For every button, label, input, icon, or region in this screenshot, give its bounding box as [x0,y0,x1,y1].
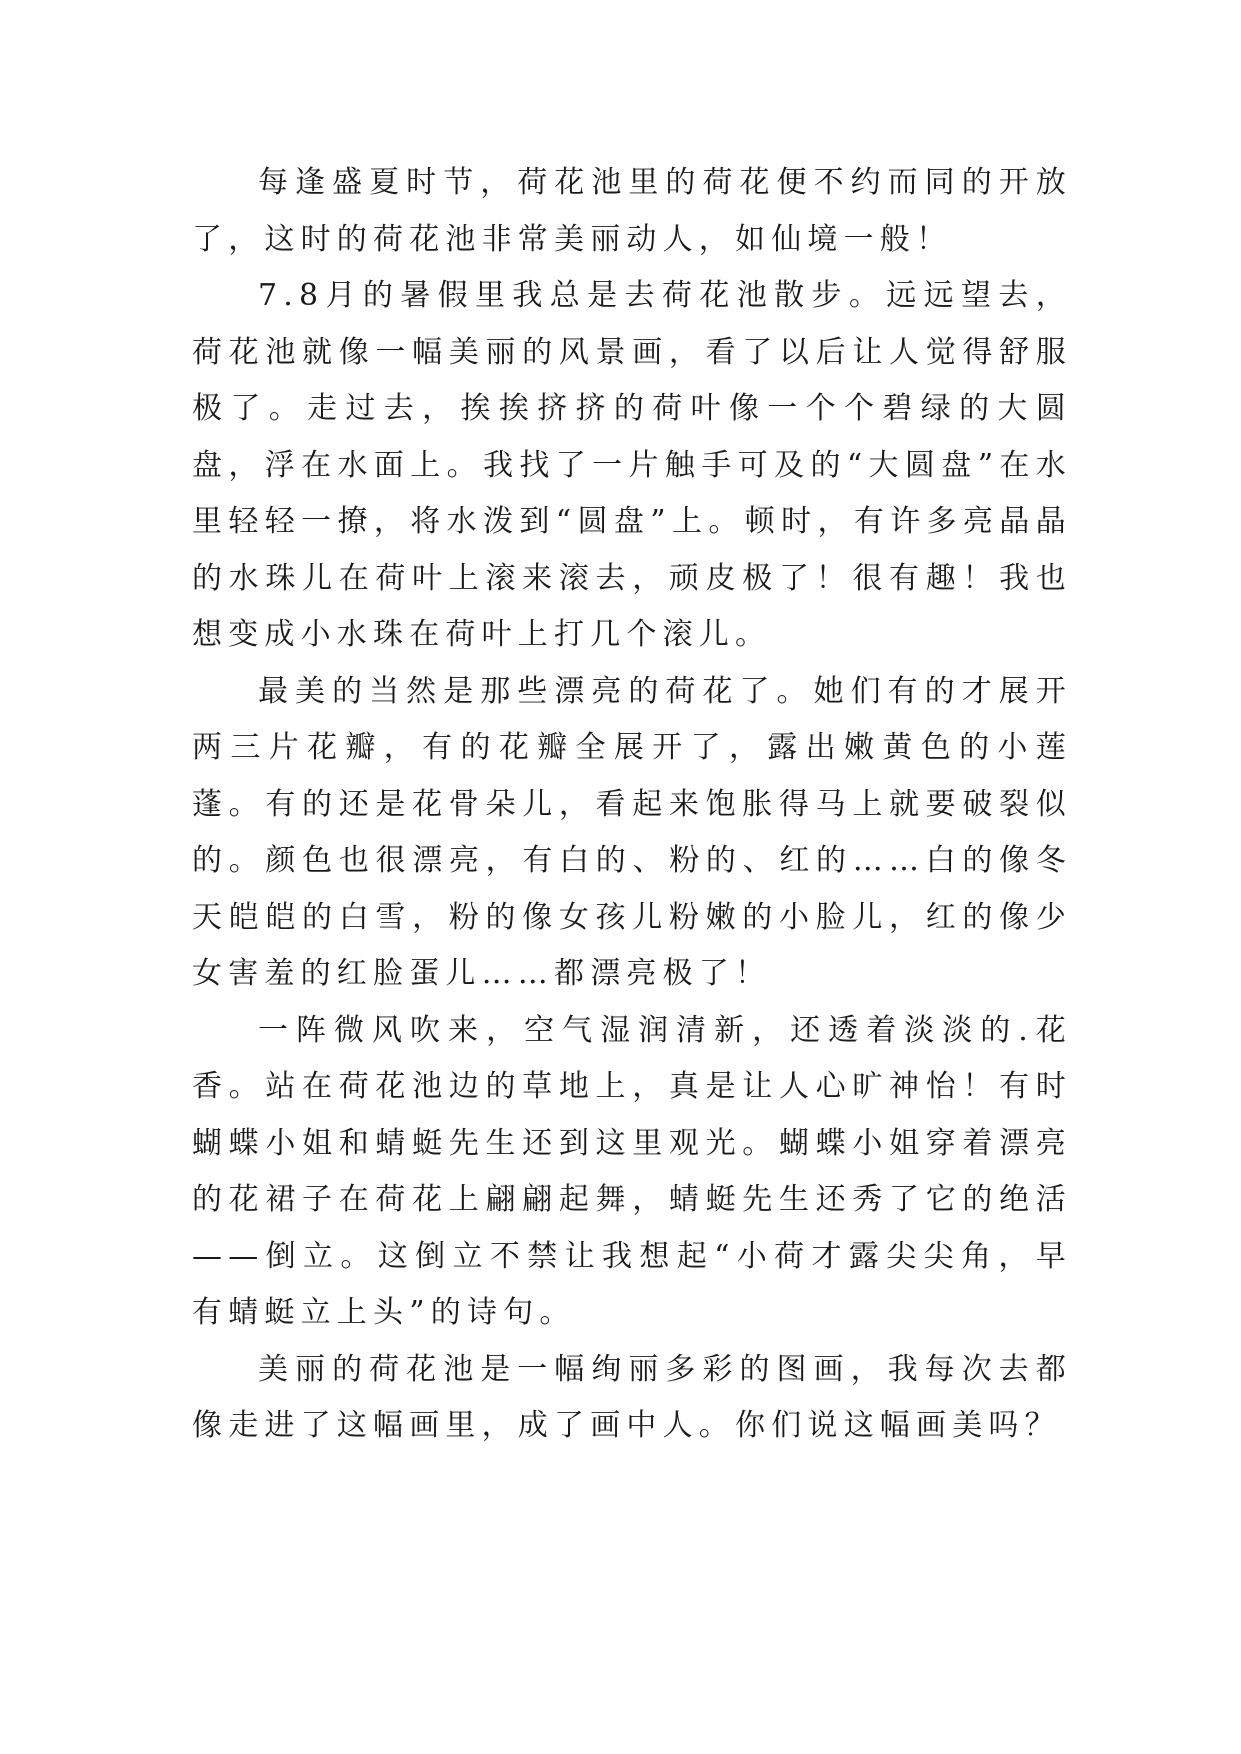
essay-body [192,155,1072,1455]
paragraph-5: 美丽的荷花池是一幅绚丽多彩的图画，我每次去都像走进了这幅画里，成了画中人。你们说这幅画美吗？ [192,1351,1072,1443]
paragraph-2: 7.8月的暑假里我总是去荷花池散步。远远望去，荷花池就像一幅美丽的风景画，看了以后让人觉得舒服极了。走过去，挨挨挤挤的荷叶像一个个碧绿的大圆盘，浮在水面上。我找了一片触手可及的“大圆盘”在水里轻轻一撩，将水泼到“圆盘”上。顿时，有许多亮晶晶的水珠儿在荷叶上滚来滚去，顽皮极了！很有趣！我也想变成小水珠在荷叶上打几个滚儿。 [192,278,1072,652]
paragraph-3: 最美的当然是那些漂亮的荷花了。她们有的才展开两三片花瓣，有的花瓣全展开了，露出嫩黄色的小莲蓬。有的还是花骨朵儿，看起来饱胀得马上就要破裂似的。颜色也很漂亮，有白的、粉的、红的……白的像冬天皑皑的白雪，粉的像女孩儿粉嫩的小脸儿，红的像少女害羞的红脸蛋儿……都漂亮极了！ [192,673,1072,991]
paragraph-4: 一阵微风吹来，空气湿润清新，还透着淡淡的.花香。站在荷花池边的草地上，真是让人心旷神怡！有时蝴蝶小姐和蜻蜓先生还到这里观光。蝴蝶小姐穿着漂亮的花裙子在荷花上翩翩起舞，蜻蜓先生还秀了它的绝活——倒立。这倒立不禁让我想起“小荷才露尖尖角，早有蜻蜓立上头”的诗句。 [192,1012,1072,1330]
paragraph-1: 每逢盛夏时节，荷花池里的荷花便不约而同的开放了，这时的荷花池非常美丽动人，如仙境一般！ [192,165,1072,257]
